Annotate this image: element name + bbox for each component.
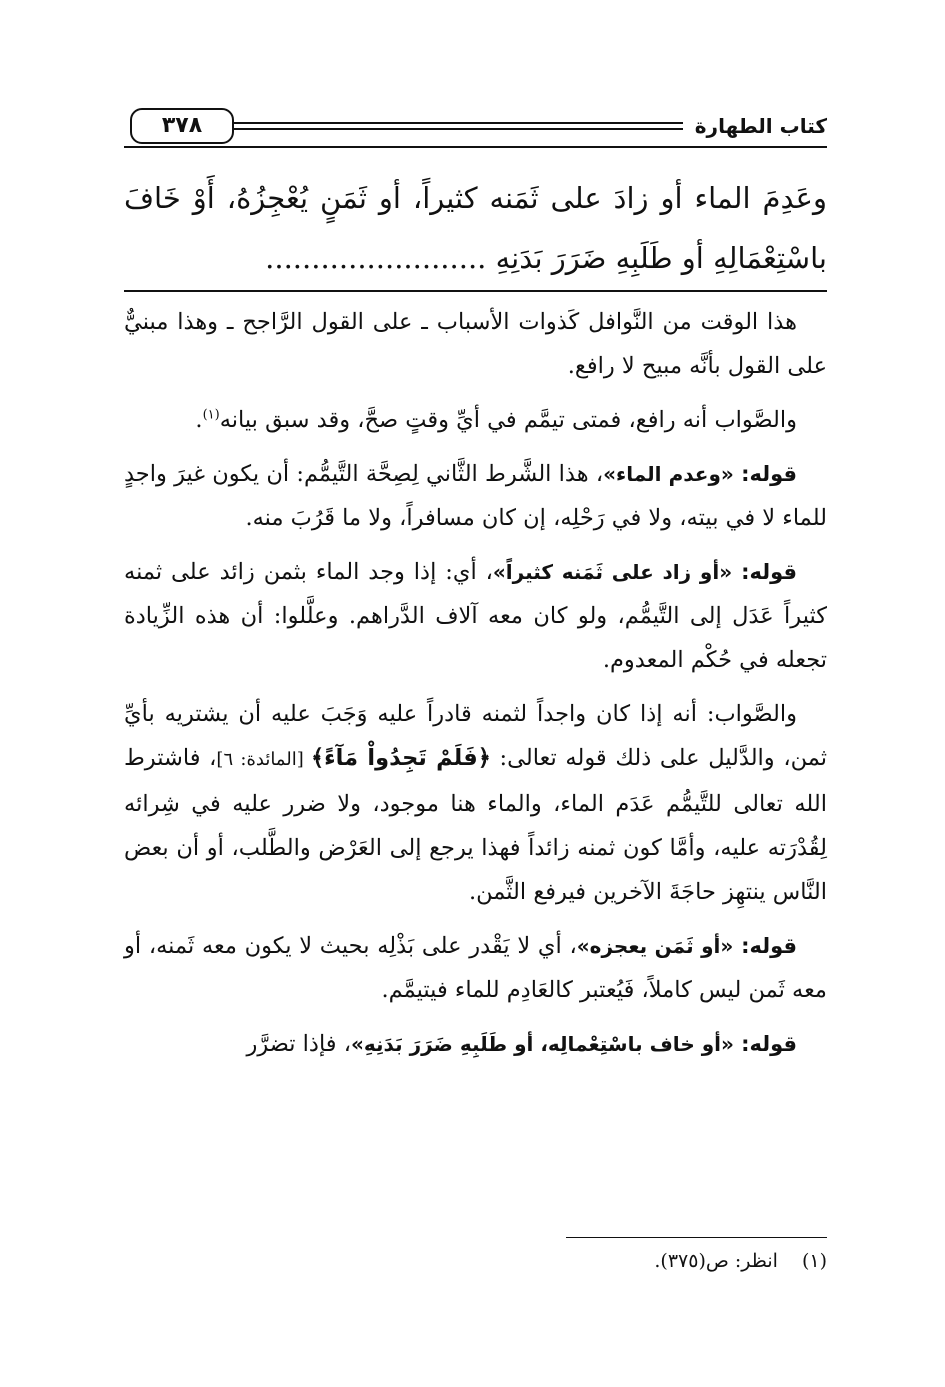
qawluh-label: قوله: [741,934,797,958]
header-double-rule [234,114,827,138]
quoted-matn: «أو زاد على ثَمَنه كثيراً» [492,560,733,584]
paragraph [124,300,827,388]
quoted-matn: «أو خاف باسْتِعْمالِه، أو طَلَبِهِ ضَرَرَ بَدَنِهِ» [350,1032,734,1056]
running-header [124,104,827,150]
footnotes [124,1246,827,1276]
footnote-text: انظر: ص(٣٧٥). [654,1250,778,1272]
matn-body: وعَدِمَ الماء أو زادَ على ثَمَنه كثيراً، أو ثَمَنٍ يُعْجِزُهُ، أَوْ خَافَ باسْتِعْمَالِهِ أو طَلَبِهِ ضَرَرَ بَدَنِهِ [124,181,827,275]
footnote-separator [566,1237,827,1238]
header-underline [124,146,827,152]
paragraph-text: ، هذا الشَّرط الثَّاني لِصِحَّة التَّيمُّم: أن يكون غيرَ واجدٍ للماء لا في بيته، ولا في رَحْلِه، إن كان مسافراً، ولا ما قَرُبَ منه. [124,461,827,531]
paragraph [124,1022,827,1066]
footnote-marker[interactable]: (١) [202,407,220,423]
qawluh-label: قوله: [741,560,797,584]
matn-text [124,168,827,288]
qawluh-label: قوله: [741,1032,797,1056]
quoted-matn: «وعدم الماء» [603,462,734,486]
paragraph-text: هذا الوقت من النَّوافل كَذوات الأسباب ـ على القول الرَّاجح ـ وهذا مبنيٌّ على القول بأنَّه مبيح لا رافع. [124,309,827,379]
paragraph-text: ، فاشترط الله تعالى للتَّيمُّم عَدَم الماء، والماء هنا موجود، ولا ضرر عليه في شِرائه لِقُدْرَته عليه، وأمَّا كون ثمنه زائداً فهذا يرجع إلى العَرْض والطَّلب، أو أن بعض النَّاس ينتهِز حاجَةَ الآخرين فيرفع الثَّمن. [124,745,827,905]
page-number: ٣٧٨ [130,108,234,144]
quoted-matn: «أو ثَمَن يعجزه» [576,934,734,958]
paragraph-text: ، فإذا تضرَّر [246,1031,351,1057]
paragraph-text: والصَّواب أنه رافع، فمتى تيمَّم في أيِّ وقتٍ صحَّ، وقد سبق بيانه [219,407,797,433]
paragraph [124,398,827,442]
footnote [124,1246,827,1276]
paragraph [124,924,827,1012]
footnote-number: (١) [801,1250,827,1272]
matn-separator [124,290,827,292]
commentary-body [124,300,827,1076]
quran-verse: ﴿فَلَمْ تَجِدُواْ مَآءً﴾ [310,745,491,771]
paragraph-text-end: . [195,407,203,433]
paragraph-text: ، أي: إذا وجد الماء بثمن زائد على ثمنه كثيراً عَدَل إلى التَّيمُّم، ولو كان معه آلاف الدَّراهم. وعلَّلوا: أن هذه الزِّيادة تجعله في حُكْم المعدوم. [124,559,827,673]
paragraph [124,452,827,540]
verse-reference: [المائدة: ٦] [216,749,311,770]
paragraph-text: والصَّواب: أنه إذا كان واجداً لثمنه قادراً عليه وَجَبَ عليه أن يشتريه بأيِّ ثمن، والدَّليل على ذلك قوله تعالى: [124,701,828,771]
qawluh-label: قوله: [741,462,797,486]
book-title: كتاب الطهارة [683,114,827,138]
paragraph [124,692,827,914]
paragraph [124,550,827,682]
matn-dots: ........................ [265,241,487,275]
paragraph-text: ، أي لا يَقْدر على بَذْلِه بحيث لا يكون معه ثَمنه، أو معه ثَمن ليس كاملاً، فَيُعتبر كالعَادِم للماء فيتيمَّم. [124,933,827,1003]
